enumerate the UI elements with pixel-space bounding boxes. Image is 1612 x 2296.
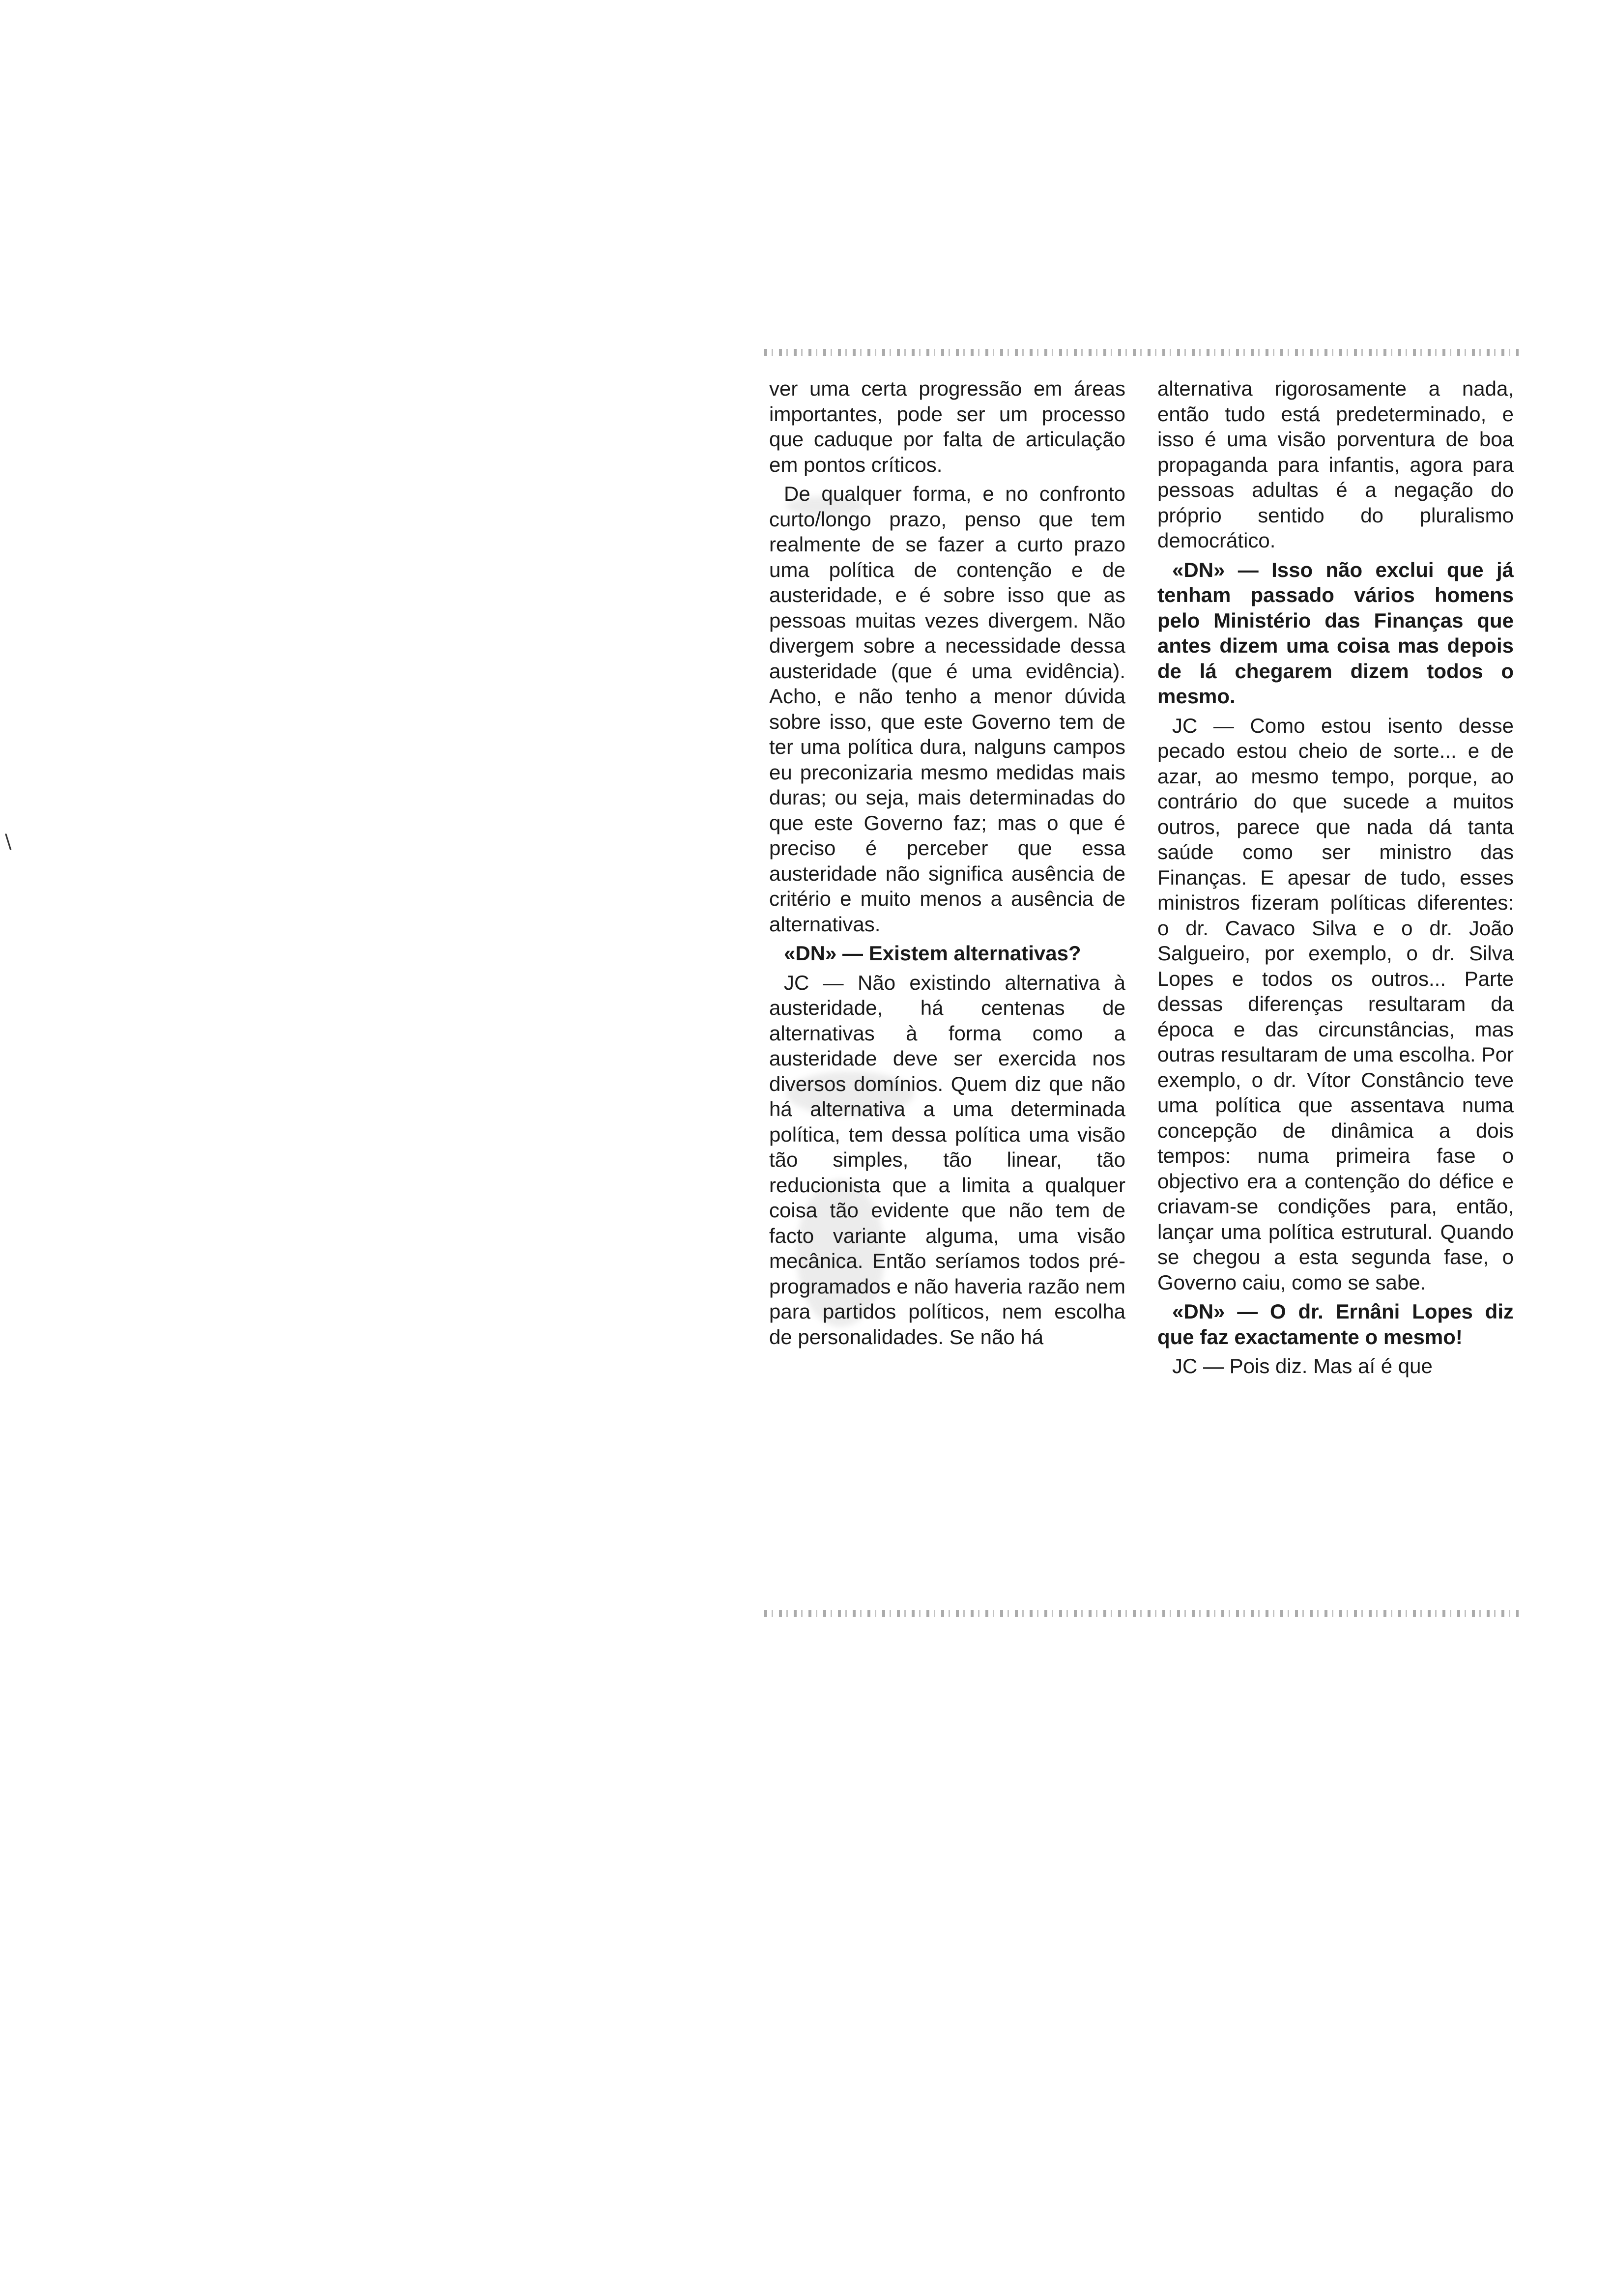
- left-column: [769, 376, 1125, 1353]
- torn-edge-top: [764, 349, 1519, 356]
- newspaper-clipping: [764, 344, 1519, 1607]
- paragraph: ver uma certa progressão em áreas importantes, pode ser um processo que caduque por falta de articulação em pontos críticos.: [769, 377, 1125, 476]
- margin-mark: \: [5, 831, 12, 853]
- interview-question: «DN» — Existem alternativas?: [784, 942, 1081, 965]
- interview-answer: JC — Pois diz. Mas aí é que: [1172, 1354, 1433, 1378]
- interview-answer: JC — Não existindo alternativa à austeridade, há centenas de alternativas à forma como a austeridade deve ser exercida nos diversos domínios. Quem diz que não há alternativa a uma determinada política, tem dessa política uma visão tão simples, tão linear, tão reducionista que a limita a qualquer coisa tão evidente que não tem de facto variante alguma, uma visão mecânica. Então seríamos todos pré-programados e não haveria razão nem para partidos políticos, nem escolha de personalidades. Se não há: [769, 971, 1125, 1349]
- interview-question: «DN» — O dr. Ernâni Lopes diz que faz exactamente o mesmo!: [1157, 1300, 1514, 1349]
- paragraph: alternativa rigorosamente a nada, então tudo está predeterminado, e isso é uma visão porventura de boa propaganda para infantis, agora para pessoas adultas é a negação do próprio sentido do pluralismo democrático.: [1157, 377, 1514, 552]
- torn-edge-bottom: [764, 1610, 1519, 1617]
- interview-answer: JC — Como estou isento desse pecado estou cheio de sorte... e de azar, ao mesmo tempo, porque, ao contrário do que sucede a muitos outros, parece que nada dá tanta saúde como ser ministro das Finanças. E apesar de tudo, esses ministros fizeram políticas diferentes: o dr. Cavaco Silva e o dr. João Salgueiro, por exemplo, o dr. Silva Lopes e todos os outros... Parte dessas diferenças resultaram da época e das circunstâncias, mas outras resultaram de uma escolha. Por exemplo, o dr. Vítor Constâncio teve uma política que assentava numa concepção de dinâmica a dois tempos: numa primeira fase o objectivo era a contenção do défice e criavam-se condições para, então, lançar uma política estrutural. Quando se chegou a esta segunda fase, o Governo caiu, como se sabe.: [1157, 714, 1514, 1294]
- interview-question: «DN» — Isso não exclui que já tenham passado vários homens pelo Ministério das Finanças que antes dizem uma coisa mas depois de lá chegarem dizem todos o mesmo.: [1157, 558, 1514, 708]
- right-column: [1157, 376, 1514, 1383]
- paragraph: De qualquer forma, e no confronto curto/longo prazo, penso que tem realmente de se fazer a curto prazo uma política de contenção e de austeridade, e é sobre isso que as pessoas muitas vezes divergem. Não divergem sobre a necessidade dessa austeridade (que é uma evidência). Acho, e não tenho a menor dúvida sobre isso, que este Governo tem de ter uma política dura, nalguns campos eu preconizaria mesmo medidas mais duras; ou seja, mais determinadas do que este Governo faz; mas o que é preciso é perceber que essa austeridade não significa ausência de critério e muito menos a ausência de alternativas.: [769, 482, 1125, 936]
